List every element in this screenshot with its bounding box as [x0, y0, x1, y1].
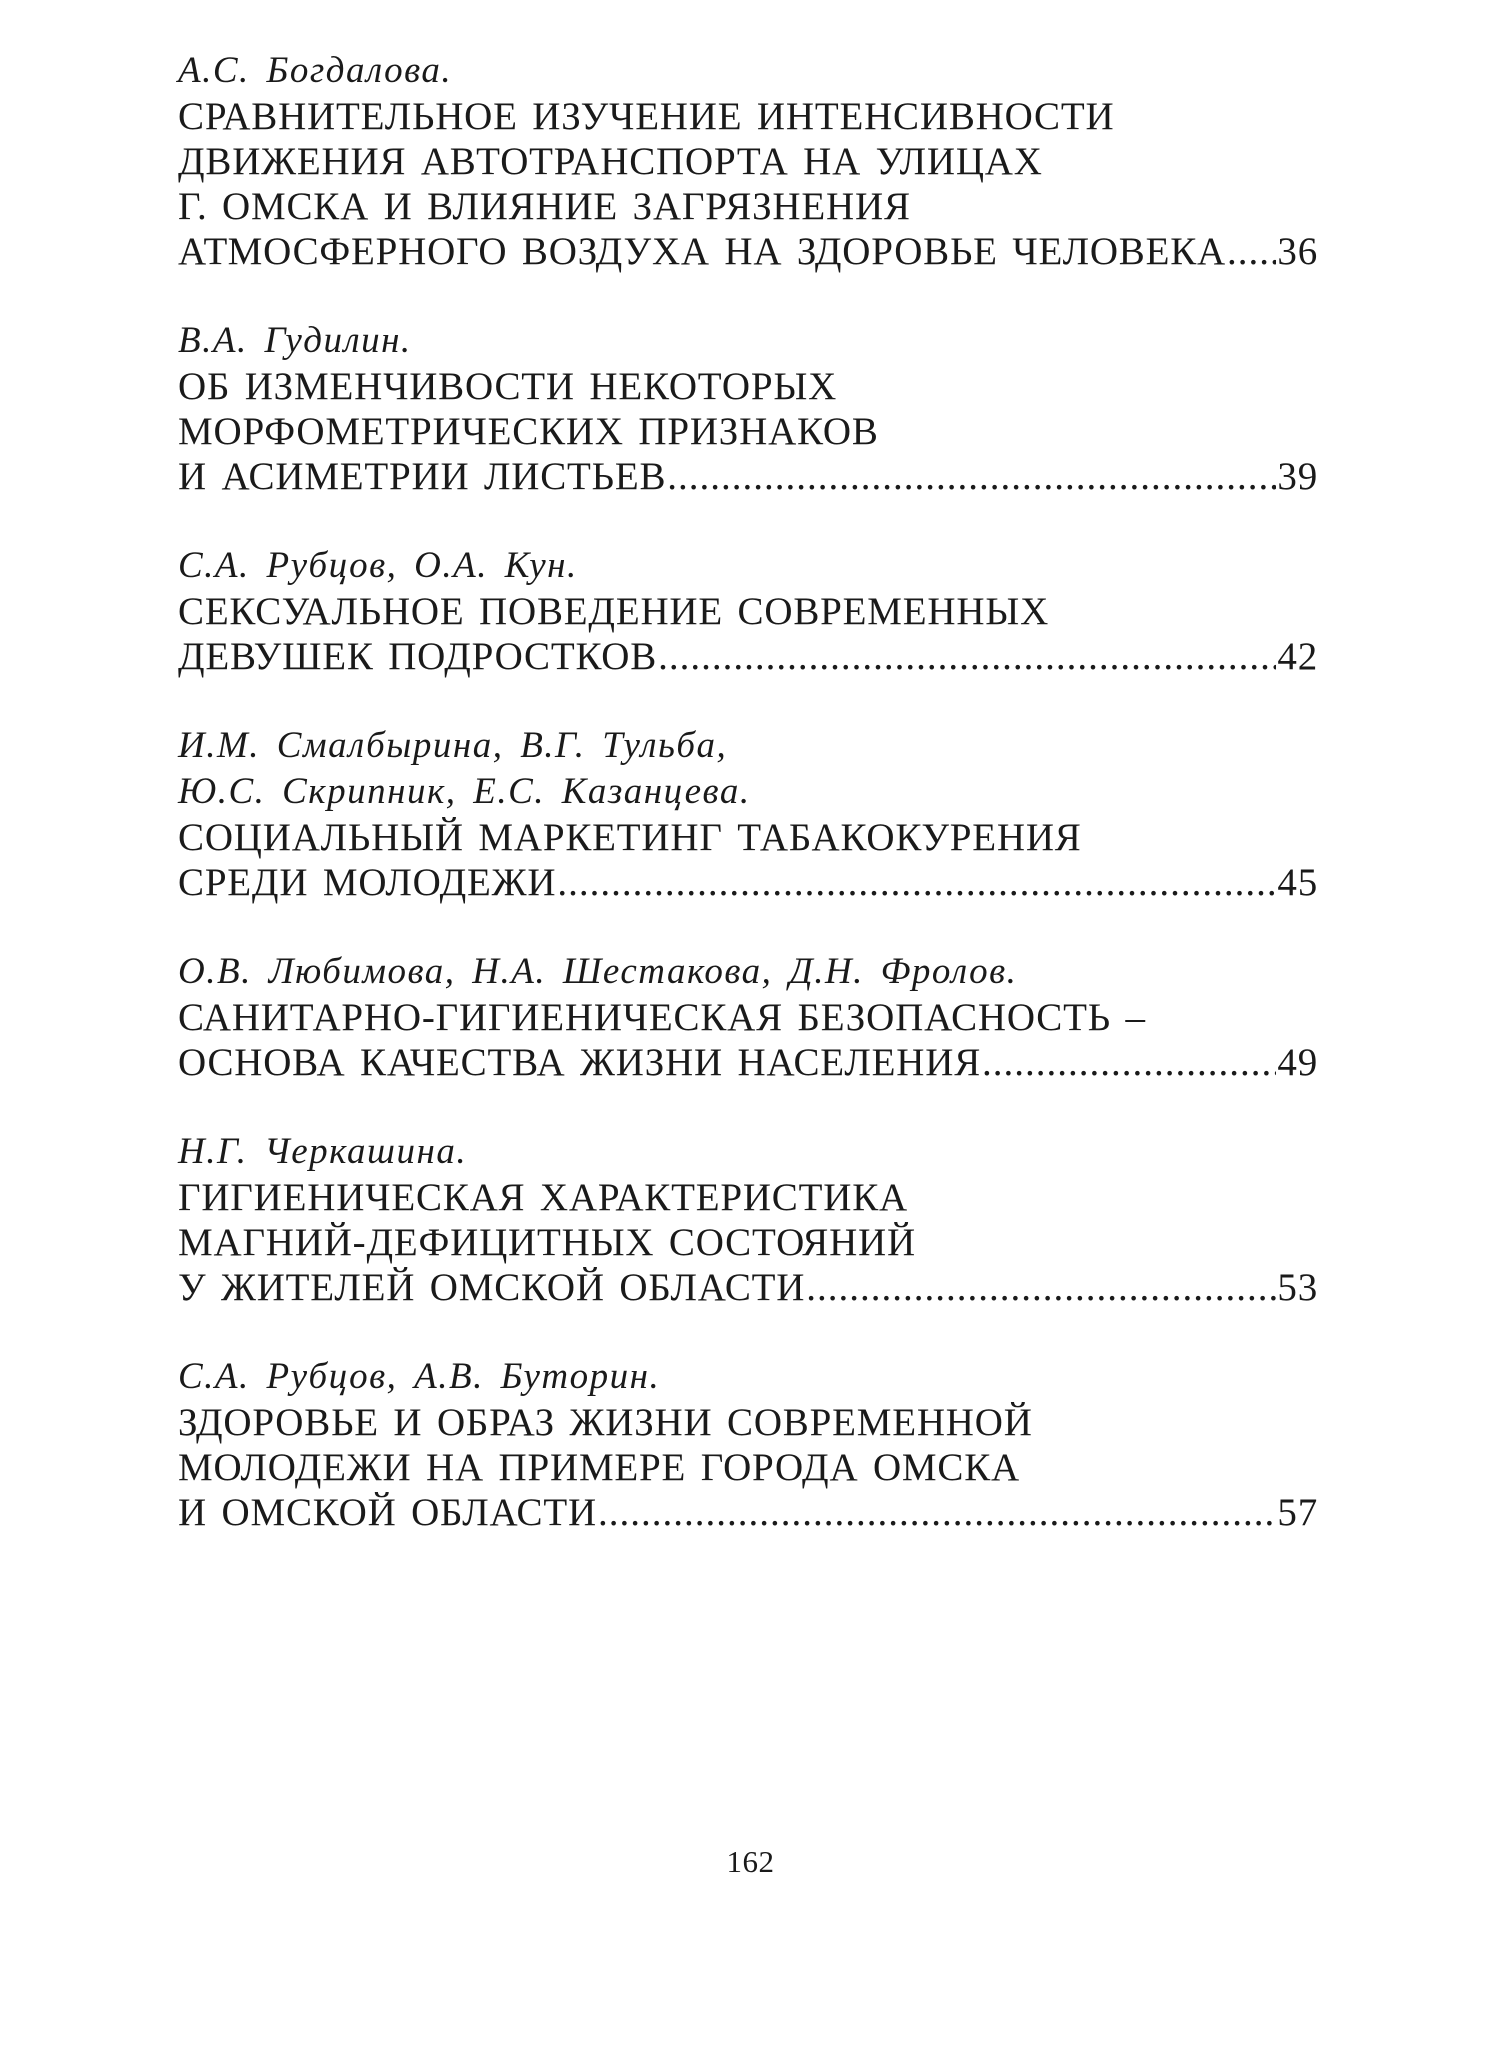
entry-title-line: АТМОСФЕРНОГО ВОЗДУХА НА ЗДОРОВЬЕ ЧЕЛОВЕКА: [178, 230, 1227, 273]
entry-page-number: 45: [1277, 861, 1318, 904]
entry-title-line: ДЕВУШЕК ПОДРОСТКОВ: [178, 635, 658, 678]
entry-title-line: СРЕДИ МОЛОДЕЖИ: [178, 861, 557, 904]
entry-authors: Ю.С. Скрипник, Е.С. Казанцева.: [178, 771, 751, 812]
page-number: 162: [726, 1844, 775, 1879]
toc-entry: [178, 48, 1318, 274]
entry-last-line: [178, 1265, 1318, 1310]
entry-last-line: [178, 454, 1318, 499]
entry-title-line: САНИТАРНО-ГИГИЕНИЧЕСКАЯ БЕЗОПАСНОСТЬ –: [178, 996, 1146, 1039]
entry-last-line: [178, 1040, 1318, 1085]
dot-leader: [1227, 229, 1276, 274]
dot-leader: [658, 634, 1276, 679]
entry-authors: А.С. Богдалова.: [178, 50, 453, 91]
entry-last-line: [178, 229, 1318, 274]
entry-title-line: И АСИМЕТРИИ ЛИСТЬЕВ: [178, 455, 667, 498]
entry-page-number: 39: [1277, 455, 1318, 498]
entry-title-line: ЗДОРОВЬЕ И ОБРАЗ ЖИЗНИ СОВРЕМЕННОЙ: [178, 1401, 1033, 1444]
dot-leader: [598, 1490, 1276, 1535]
dot-leader: [557, 860, 1276, 905]
entry-page-number: 42: [1277, 635, 1318, 678]
entry-page-number: 49: [1277, 1041, 1318, 1084]
toc-entry: [178, 723, 1318, 905]
entry-title-line: ДВИЖЕНИЯ АВТОТРАНСПОРТА НА УЛИЦАХ: [178, 140, 1043, 183]
entry-title-line: МОЛОДЕЖИ НА ПРИМЕРЕ ГОРОДА ОМСКА: [178, 1446, 1020, 1489]
entry-title-line: СЕКСУАЛЬНОЕ ПОВЕДЕНИЕ СОВРЕМЕННЫХ: [178, 590, 1050, 633]
entry-title-line: СРАВНИТЕЛЬНОЕ ИЗУЧЕНИЕ ИНТЕНСИВНОСТИ: [178, 95, 1115, 138]
toc-entry: [178, 1129, 1318, 1310]
table-of-contents: [178, 48, 1318, 1535]
entry-last-line: [178, 860, 1318, 905]
entry-title-line: У ЖИТЕЛЕЙ ОМСКОЙ ОБЛАСТИ: [178, 1266, 806, 1309]
entry-title-line: ОСНОВА КАЧЕСТВА ЖИЗНИ НАСЕЛЕНИЯ: [178, 1041, 982, 1084]
toc-entry: [178, 1354, 1318, 1535]
entry-title-line: ГИГИЕНИЧЕСКАЯ ХАРАКТЕРИСТИКА: [178, 1176, 908, 1219]
entry-page-number: 57: [1277, 1491, 1318, 1534]
entry-title-line: ОБ ИЗМЕНЧИВОСТИ НЕКОТОРЫХ: [178, 365, 838, 408]
entry-authors: И.М. Смалбырина, В.Г. Тульба,: [178, 725, 728, 766]
entry-title-line: Г. ОМСКА И ВЛИЯНИЕ ЗАГРЯЗНЕНИЯ: [178, 185, 911, 228]
entry-page-number: 53: [1277, 1266, 1318, 1309]
entry-authors: Н.Г. Черкашина.: [178, 1131, 468, 1172]
entry-authors: С.А. Рубцов, О.А. Кун.: [178, 545, 578, 586]
entry-title-line: СОЦИАЛЬНЫЙ МАРКЕТИНГ ТАБАКОКУРЕНИЯ: [178, 816, 1082, 859]
toc-entry: [178, 318, 1318, 499]
entry-last-line: [178, 634, 1318, 679]
entry-page-number: 36: [1277, 230, 1318, 273]
dot-leader: [982, 1040, 1276, 1085]
entry-title-line: И ОМСКОЙ ОБЛАСТИ: [178, 1491, 597, 1534]
entry-authors: В.А. Гудилин.: [178, 320, 412, 361]
dot-leader: [806, 1265, 1276, 1310]
entry-authors: С.А. Рубцов, А.В. Буторин.: [178, 1356, 661, 1397]
toc-entry: [178, 949, 1318, 1085]
dot-leader: [667, 454, 1276, 499]
entry-title-line: МАГНИЙ-ДЕФИЦИТНЫХ СОСТОЯНИЙ: [178, 1221, 916, 1264]
entry-authors: О.В. Любимова, Н.А. Шестакова, Д.Н. Фролов.: [178, 951, 1018, 992]
entry-title-line: МОРФОМЕТРИЧЕСКИХ ПРИЗНАКОВ: [178, 410, 879, 453]
toc-entry: [178, 543, 1318, 679]
entry-last-line: [178, 1490, 1318, 1535]
